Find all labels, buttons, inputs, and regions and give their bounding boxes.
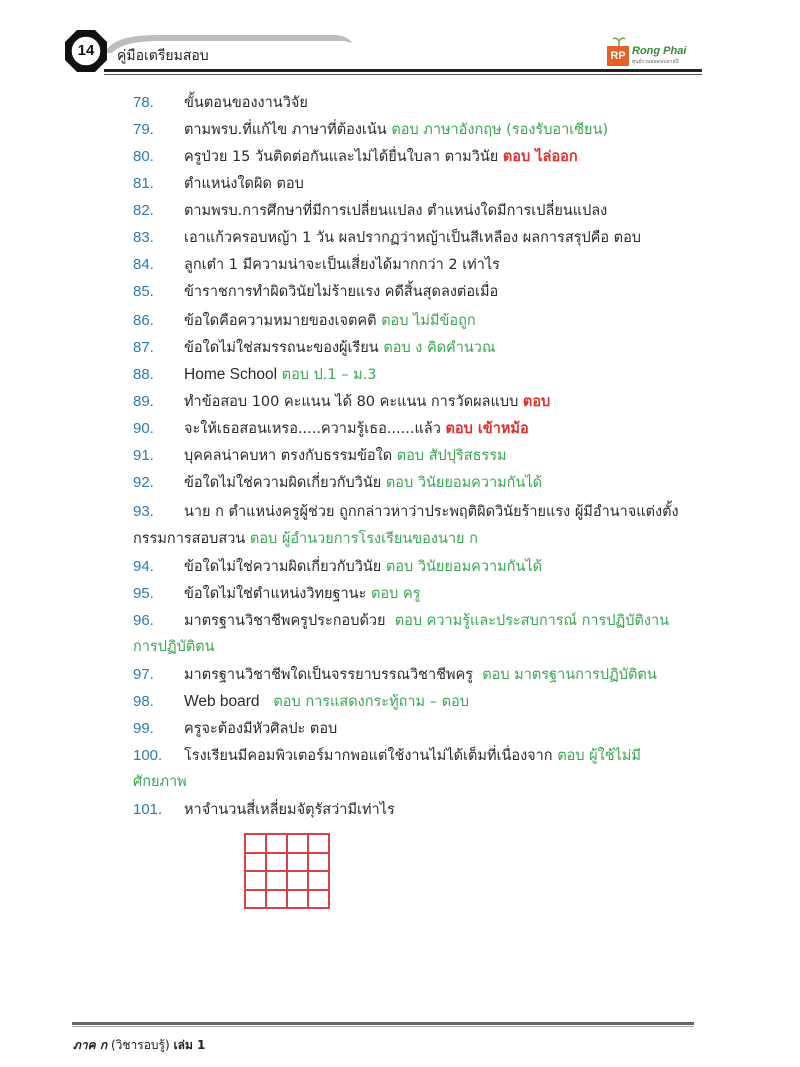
- question-text: ครูป่วย 15 วันติดต่อกันและไม่ได้ยื่นใบลา ตามวินัย: [184, 149, 499, 165]
- question-number: 100.: [133, 747, 163, 764]
- question-86: [133, 307, 703, 335]
- answer-text: ตอบ มาตรฐานการปฏิบัติตน: [482, 667, 657, 683]
- question-number: 81.: [133, 175, 154, 192]
- question-number: 98.: [133, 693, 154, 710]
- question-text-continuation: กรรมการสอบสวน: [133, 531, 246, 547]
- answer-text: ตอบ เข้าหม้อ: [445, 421, 529, 437]
- question-text: นาย ก ตำแหน่งครูผู้ช่วย ถูกกล่าวหาว่าประพฤติผิดวินัยร้ายแรง ผู้มีอำนาจแต่งตั้ง: [184, 504, 679, 520]
- logo-mark: RP: [607, 46, 629, 66]
- question-85: [133, 278, 703, 306]
- page-number-badge: [64, 29, 108, 73]
- answer-text: ตอบ ผู้อำนวยการโรงเรียนของนาย ก: [249, 531, 478, 547]
- question-text: มาตรฐานวิชาชีพใดเป็นจรรยาบรรณวิชาชีพครู: [184, 667, 474, 683]
- grid-cell: [287, 834, 308, 853]
- question-number: 92.: [133, 474, 154, 491]
- question-text: โรงเรียนมีคอมพิวเตอร์มากพอแต่ใช้งานไม่ได้เต็มที่เนื่องจาก: [184, 748, 553, 764]
- question-number: 97.: [133, 666, 154, 683]
- question-number: 94.: [133, 558, 154, 575]
- question-text: ตามพรบ.ที่แก้ไข ภาษาที่ต้องเน้น: [184, 122, 387, 138]
- question-84: [133, 251, 703, 279]
- grid-cell: [308, 871, 329, 890]
- footer-volume: เล่ม 1: [173, 1038, 206, 1052]
- question-number: 96.: [133, 612, 154, 629]
- answer-text: ตอบ ครู: [371, 586, 421, 602]
- grid-cell: [287, 853, 308, 872]
- grid-cell: [287, 890, 308, 909]
- footer-subject: (วิชารอบรู้): [110, 1038, 170, 1052]
- page-header: [0, 0, 800, 80]
- question-text: จะให้เธอสอนเหรอ.....ความรู้เธอ......แล้ว: [184, 421, 441, 437]
- question-83: [133, 224, 703, 252]
- grid-cell: [245, 834, 266, 853]
- question-text: ข้อใดไม่ใช่ตำแหน่งวิทยฐานะ: [184, 586, 367, 602]
- grid-cell: [308, 853, 329, 872]
- question-number: 90.: [133, 420, 154, 437]
- question-text: บุคคลน่าคบหา ตรงกับธรรมข้อใด: [184, 448, 393, 464]
- grid-cell: [308, 890, 329, 909]
- question-text: Web board: [184, 693, 260, 710]
- question-100-continuation: [133, 769, 187, 796]
- question-number: 89.: [133, 393, 154, 410]
- question-text: หาจำนวนสี่เหลี่ยมจัตุรัสว่ามีเท่าไร: [184, 802, 395, 818]
- grid-cell: [266, 890, 287, 909]
- question-91: [133, 442, 703, 470]
- question-text: ครูจะต้องมีหัวศิลปะ ตอบ: [184, 721, 338, 737]
- question-100: [133, 742, 703, 770]
- question-number: 83.: [133, 229, 154, 246]
- rong-phai-logo: [607, 40, 702, 68]
- answer-text: ตอบ ความรู้และประสบการณ์ การปฏิบัติงาน: [394, 613, 670, 629]
- page-footer: [73, 1036, 205, 1055]
- question-93: [133, 498, 703, 526]
- question-96-continuation: [133, 634, 215, 661]
- grid-cell: [308, 834, 329, 853]
- question-number: 85.: [133, 283, 154, 300]
- sprout-icon: [612, 36, 626, 46]
- question-82: [133, 197, 703, 225]
- grid-cell: [245, 871, 266, 890]
- question-99: [133, 715, 703, 743]
- question-number: 80.: [133, 148, 154, 165]
- grid-cell: [266, 871, 287, 890]
- question-number: 86.: [133, 312, 154, 329]
- question-number: 95.: [133, 585, 154, 602]
- answer-text: ตอบ วินัยยอมความกันได้: [385, 475, 543, 491]
- answer-text: ตอบ ป.1 – ม.3: [281, 367, 377, 383]
- grid-cell: [266, 853, 287, 872]
- question-number: 93.: [133, 503, 154, 520]
- question-81: [133, 170, 703, 198]
- header-rule-thin: [104, 74, 702, 75]
- answer-text: ตอบ การแสดงกระทู้ถาม – ตอบ: [273, 694, 469, 710]
- question-text: มาตรฐานวิชาชีพครูประกอบด้วย: [184, 613, 386, 629]
- footer-rule-thin: [72, 1026, 694, 1027]
- answer-text: ตอบ ผู้ใช้ไม่มี: [557, 748, 641, 764]
- footer-part: ภาค ก: [73, 1038, 108, 1052]
- question-80: [133, 143, 703, 171]
- question-98: [133, 688, 703, 716]
- grid-cell: [245, 853, 266, 872]
- question-text: ตามพรบ.การศึกษาที่มีการเปลี่ยนแปลง ตำแหน่งใดมีการเปลี่ยนแปลง: [184, 203, 608, 219]
- question-text: ข้อใดไม่ใช่ความผิดเกี่ยวกับวินัย: [184, 559, 382, 575]
- question-text: ข้อใดคือความหมายของเจตคติ: [184, 313, 377, 329]
- answer-text: ตอบ วินัยยอมความกันได้: [385, 559, 543, 575]
- question-text: ขั้นตอนของงานวิจัย: [184, 95, 308, 111]
- logo-subtitle: ศูนย์รวมพลคนปลายปี: [632, 59, 679, 65]
- question-96: [133, 607, 703, 635]
- question-78: [133, 89, 703, 117]
- answer-text: ตอบ สัปปุริสธรรม: [396, 448, 507, 464]
- question-92: [133, 469, 703, 497]
- question-number: 91.: [133, 447, 154, 464]
- question-number: 99.: [133, 720, 154, 737]
- question-number: 87.: [133, 339, 154, 356]
- question-number: 82.: [133, 202, 154, 219]
- question-number: 84.: [133, 256, 154, 273]
- book-title: คู่มือเตรียมสอบ: [117, 48, 209, 64]
- question-number: 79.: [133, 121, 154, 138]
- question-101: [133, 796, 703, 824]
- answer-text: ตอบ ไล่ออก: [502, 149, 578, 165]
- question-text: ข้อใดไม่ใช่สมรรถนะของผู้เรียน: [184, 340, 379, 356]
- question-number: 78.: [133, 94, 154, 111]
- question-89: [133, 388, 703, 416]
- question-text: Home School: [184, 366, 278, 383]
- logo-name: Rong Phai: [632, 45, 687, 57]
- question-text: เอาแก้วครอบหญ้า 1 วัน ผลปรากฏว่าหญ้าเป็นสีเหลือง ผลการสรุปคือ ตอบ: [184, 230, 642, 246]
- question-text: ข้าราชการทำผิดวินัยไม่ร้ายแรง คดีสิ้นสุดลงต่อเมื่อ: [184, 284, 499, 300]
- question-95: [133, 580, 703, 608]
- question-text: ตำแหน่งใดผิด ตอบ: [184, 176, 304, 192]
- question-number: 88.: [133, 366, 154, 383]
- question-88: [133, 361, 703, 389]
- answer-continuation: ศักยภาพ: [133, 774, 187, 790]
- question-text: ลูกเต๋า 1 มีความน่าจะเป็นเสี่ยงได้มากกว่า 2 เท่าไร: [184, 257, 500, 273]
- grid-cell: [287, 871, 308, 890]
- answer-text: ตอบ: [522, 394, 551, 410]
- question-93-continuation: [133, 526, 478, 553]
- footer-rule: [72, 1022, 694, 1025]
- grid-cell: [245, 890, 266, 909]
- grid-cell: [266, 834, 287, 853]
- answer-continuation: การปฏิบัติตน: [133, 639, 215, 655]
- question-text: ทำข้อสอบ 100 คะแนน ได้ 80 คะแนน การวัดผลแบบ: [184, 394, 519, 410]
- question-87: [133, 334, 703, 362]
- square-grid-figure: [244, 833, 330, 909]
- answer-text: ตอบ ภาษาอังกฤษ (รองรับอาเซียน): [391, 122, 609, 138]
- question-94: [133, 553, 703, 581]
- header-rule: [104, 69, 702, 72]
- question-79: [133, 116, 703, 144]
- answer-text: ตอบ ง คิดคำนวณ: [383, 340, 496, 356]
- question-number: 101.: [133, 801, 163, 818]
- question-97: [133, 661, 703, 689]
- question-90: [133, 415, 703, 443]
- answer-text: ตอบ ไม่มีข้อถูก: [381, 313, 476, 329]
- question-text: ข้อใดไม่ใช่ความผิดเกี่ยวกับวินัย: [184, 475, 382, 491]
- page-number: 14: [77, 42, 95, 59]
